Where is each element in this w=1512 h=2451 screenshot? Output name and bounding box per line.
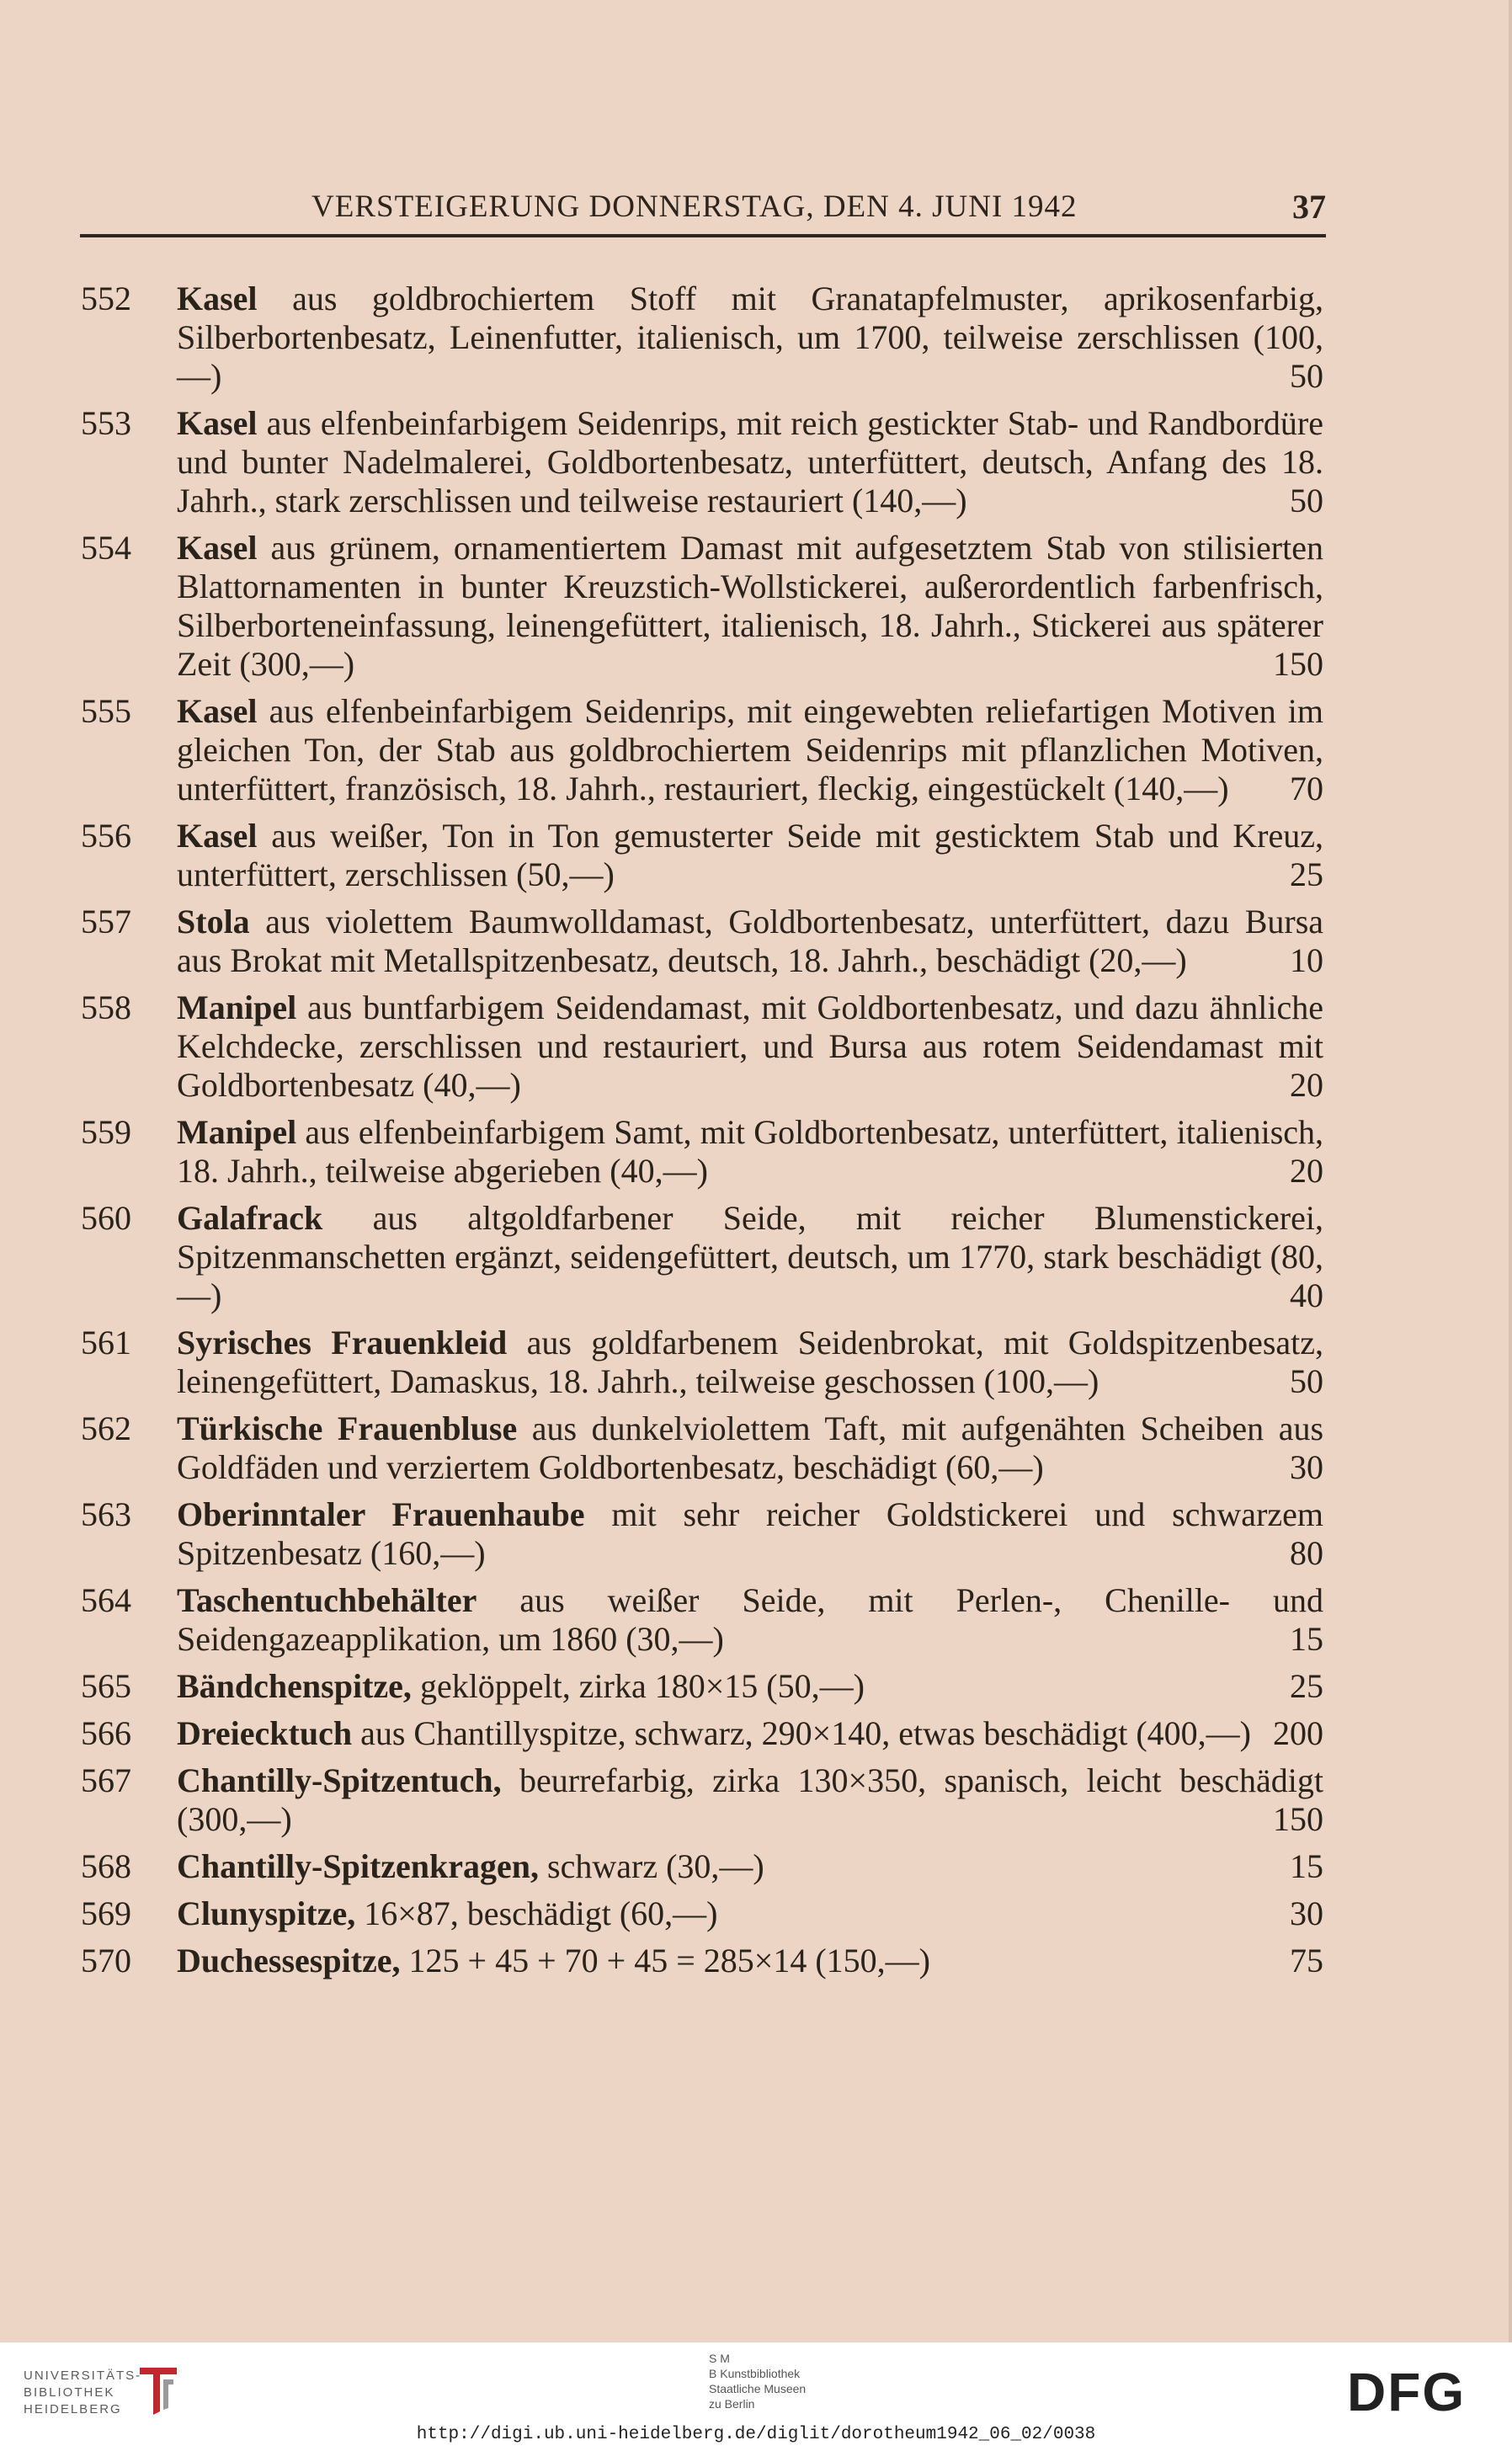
lot-text: aus buntfarbigem Seidendamast, mit Goldbortenbesatz, und dazu ähnliche Kelchdecke, zerschlissen und restauriert, und Bursa aus rotem Seidendamast mit Goldbortenbesatz (40,—)	[177, 988, 1323, 1104]
lot-price: 40	[1290, 1276, 1323, 1314]
university-emblem-icon	[135, 2359, 182, 2420]
lot-price: 150	[1273, 1800, 1323, 1838]
lot-description	[177, 280, 1323, 396]
lot-entry	[0, 1324, 1512, 1401]
lot-name: Kasel	[177, 692, 258, 730]
page-number: 37	[1292, 188, 1326, 226]
lot-entry	[0, 1761, 1512, 1839]
lot-price: 150	[1273, 645, 1323, 683]
lot-price: 25	[1290, 855, 1323, 893]
lot-entry	[0, 1667, 1512, 1706]
lot-list	[0, 280, 1512, 1989]
lot-text: aus weißer Seide, mit Perlen-, Chenille- und Seidengazeapplikation, um 1860 (30,—)	[177, 1581, 1323, 1658]
lot-number: 556	[81, 817, 131, 855]
lot-text: aus elfenbeinfarbigem Seidenrips, mit reich gestickter Stab- und Randbordüre und bunter Nadelmalerei, Goldbortenbesatz, unterfüttert, deutsch, Anfang des 18. Jahrh., stark zerschlissen und teilweise restauriert (140,—)	[177, 404, 1324, 520]
lot-description	[177, 817, 1323, 894]
lot-description	[177, 1495, 1323, 1573]
university-library-logo[interactable]	[24, 2368, 141, 2418]
lot-name: Chantilly-Spitzenkragen,	[177, 1847, 540, 1885]
lot-name: Kasel	[177, 529, 258, 567]
lot-text: aus grünem, ornamentiertem Damast mit aufgesetztem Stab von stilisierten Blattornamenten in bunter Kreuzstich-Wollstickerei, außerordentlich farbenfrisch, Silberborteneinfassung, leinengefüttert, italienisch, 18. Jahrh., Stickerei aus späterer Zeit (300,—)	[177, 529, 1323, 683]
lot-text: aus weißer, Ton in Ton gemusterter Seide mit gesticktem Stab und Kreuz, unterfüttert, zerschlissen (50,—)	[177, 817, 1323, 893]
lot-description	[177, 1714, 1323, 1753]
lot-entry	[0, 280, 1512, 396]
center-logo-line: zu Berlin	[709, 2397, 755, 2411]
lot-entry	[0, 1714, 1512, 1753]
lot-price: 50	[1290, 357, 1323, 395]
lot-name: Syrisches Frauenkleid	[177, 1324, 508, 1361]
header-title: VERSTEIGERUNG DONNERSTAG, DEN 4. JUNI 1942	[311, 189, 1078, 224]
lot-name: Kasel	[177, 817, 258, 855]
uni-logo-line: UNIVERSITÄTS-	[24, 2368, 142, 2383]
center-logo-line: B Kunstbibliothek	[709, 2367, 801, 2380]
lot-price: 80	[1290, 1534, 1323, 1572]
lot-description	[177, 1409, 1323, 1487]
lot-entry	[0, 1847, 1512, 1886]
lot-text: aus Chantillyspitze, schwarz, 290×140, etwas beschädigt (400,—)	[360, 1714, 1251, 1752]
lot-description	[177, 1199, 1323, 1315]
lot-text: aus violettem Baumwolldamast, Goldbortenbesatz, unterfüttert, dazu Bursa aus Brokat mit Metallspitzenbesatz, deutsch, 18. Jahrh., beschädigt (20,—)	[177, 903, 1324, 979]
lot-name: Manipel	[177, 988, 297, 1026]
center-logo-line: Staatliche Museen	[709, 2382, 807, 2395]
lot-number: 561	[81, 1324, 131, 1361]
lot-text: mit sehr reicher Goldstickerei und schwarzem Spitzenbesatz (160,—)	[177, 1495, 1324, 1572]
lot-name: Galafrack	[177, 1199, 323, 1237]
lot-entry	[0, 903, 1512, 980]
lot-entry	[0, 1113, 1512, 1191]
lot-price: 15	[1290, 1847, 1323, 1885]
source-url-link[interactable]: http://digi.ub.uni-heidelberg.de/diglit/dorotheum1942_06_02/0038	[416, 2425, 1096, 2444]
lot-name: Bändchenspitze,	[177, 1667, 412, 1705]
lot-number: 560	[81, 1199, 131, 1237]
lot-price: 50	[1290, 1362, 1323, 1400]
uni-logo-line: HEIDELBERG	[24, 2402, 122, 2416]
center-logo-line: S M	[709, 2352, 730, 2365]
lot-number: 564	[81, 1581, 131, 1619]
lot-name: Chantilly-Spitzentuch,	[177, 1761, 502, 1799]
lot-text: beurrefarbig, zirka 130×350, spanisch, leicht beschädigt (300,—)	[177, 1761, 1324, 1838]
lot-name: Kasel	[177, 280, 258, 317]
lot-entry	[0, 988, 1512, 1105]
lot-entry	[0, 1942, 1512, 1980]
lot-text: 125 + 45 + 70 + 45 = 285×14 (150,—)	[408, 1942, 930, 1979]
lot-name: Oberinntaler Frauenhaube	[177, 1495, 585, 1533]
lot-price: 20	[1290, 1066, 1323, 1104]
lot-text: 16×87, beschädigt (60,—)	[364, 1894, 718, 1932]
lot-entry	[0, 1495, 1512, 1573]
lot-description	[177, 988, 1323, 1105]
lot-number: 562	[81, 1409, 131, 1447]
lot-number: 565	[81, 1667, 131, 1705]
lot-description	[177, 529, 1323, 684]
lot-number: 568	[81, 1847, 131, 1885]
lot-price: 15	[1290, 1620, 1323, 1658]
lot-description	[177, 1667, 1323, 1706]
lot-text: aus altgoldfarbener Seide, mit reicher Blumenstickerei, Spitzenmanschetten ergänzt, seidengefüttert, deutsch, um 1770, stark beschädigt (80,—)	[177, 1199, 1323, 1314]
lot-number: 570	[81, 1942, 131, 1979]
lot-text: aus goldbrochiertem Stoff mit Granatapfelmuster, aprikosenfarbig, Silberbortenbesatz, Leinenfutter, italienisch, um 1700, teilweise zerschlissen (100,—)	[177, 280, 1324, 395]
footer-bar	[0, 2342, 1512, 2451]
lot-number: 553	[81, 404, 131, 442]
kunstbibliothek-logo[interactable]	[709, 2351, 806, 2411]
lot-number: 554	[81, 529, 131, 567]
lot-number: 566	[81, 1714, 131, 1752]
lot-number: 567	[81, 1761, 131, 1799]
lot-number: 563	[81, 1495, 131, 1533]
lot-entry	[0, 404, 1512, 520]
lot-entry	[0, 817, 1512, 894]
lot-number: 558	[81, 988, 131, 1026]
lot-price: 25	[1290, 1667, 1323, 1705]
lot-entry	[0, 1409, 1512, 1487]
lot-price: 30	[1290, 1894, 1323, 1932]
lot-entry	[0, 1199, 1512, 1315]
lot-description	[177, 1894, 1323, 1933]
lot-text: aus goldfarbenem Seidenbrokat, mit Goldspitzenbesatz, leinengefüttert, Damaskus, 18. Jahrh., teilweise geschossen (100,—)	[177, 1324, 1324, 1400]
lot-name: Kasel	[177, 404, 258, 442]
lot-price: 70	[1290, 770, 1323, 807]
lot-price: 50	[1290, 482, 1323, 520]
lot-entry	[0, 1894, 1512, 1933]
running-head	[80, 184, 1326, 237]
lot-number: 569	[81, 1894, 131, 1932]
lot-name: Manipel	[177, 1113, 297, 1151]
lot-description	[177, 1113, 1323, 1191]
lot-description	[177, 1324, 1323, 1401]
lot-description	[177, 692, 1323, 808]
lot-price: 10	[1290, 941, 1323, 979]
lot-price: 75	[1290, 1942, 1323, 1979]
lot-name: Clunyspitze,	[177, 1894, 356, 1932]
lot-description	[177, 1942, 1323, 1980]
lot-description	[177, 1847, 1323, 1886]
lot-number: 557	[81, 903, 131, 940]
lot-name: Türkische Frauenbluse	[177, 1409, 518, 1447]
lot-description	[177, 404, 1323, 520]
lot-price: 30	[1290, 1448, 1323, 1486]
lot-price: 20	[1290, 1152, 1323, 1190]
lot-entry	[0, 529, 1512, 684]
lot-entry	[0, 692, 1512, 808]
lot-text: aus elfenbeinfarbigem Seidenrips, mit eingewebten reliefartigen Motiven im gleichen Ton, der Stab aus goldbrochiertem Seidenrips mit pflanzlichen Motiven, unterfüttert, französisch, 18. Jahrh., restauriert, fleckig, eingestückelt (140,—)	[177, 692, 1324, 807]
lot-entry	[0, 1581, 1512, 1659]
lot-price: 200	[1273, 1714, 1323, 1752]
uni-logo-line: BIBLIOTHEK	[24, 2385, 115, 2400]
lot-number: 552	[81, 280, 131, 317]
lot-number: 555	[81, 692, 131, 730]
lot-text: aus elfenbeinfarbigem Samt, mit Goldbortenbesatz, unterfüttert, italienisch, 18. Jahrh., teilweise abgerieben (40,—)	[177, 1113, 1324, 1190]
lot-text: geklöppelt, zirka 180×15 (50,—)	[419, 1667, 865, 1705]
lot-name: Stola	[177, 903, 250, 940]
lot-text: schwarz (30,—)	[547, 1847, 764, 1885]
lot-text: aus dunkelviolettem Taft, mit aufgenähten Scheiben aus Goldfäden und verziertem Goldbortenbesatz, beschädigt (60,—)	[177, 1409, 1324, 1486]
lot-number: 559	[81, 1113, 131, 1151]
dfg-logo[interactable]: DFG	[1347, 2362, 1467, 2422]
lot-name: Duchessespitze,	[177, 1942, 401, 1979]
lot-description	[177, 1761, 1323, 1839]
lot-name: Dreiecktuch	[177, 1714, 353, 1752]
lot-description	[177, 1581, 1323, 1659]
lot-description	[177, 903, 1323, 980]
lot-name: Taschentuchbehälter	[177, 1581, 477, 1619]
